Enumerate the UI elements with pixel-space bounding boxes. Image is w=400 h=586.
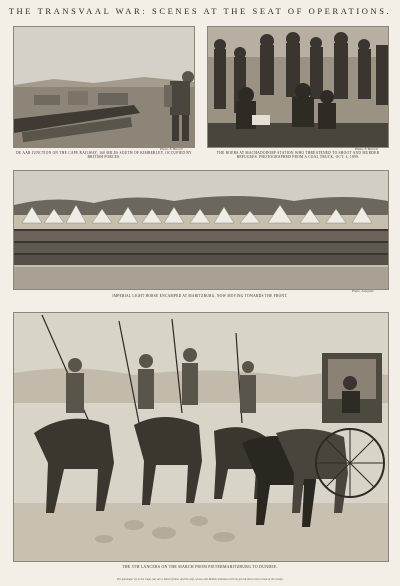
- caption-machadodorp-boers: THE BOERS AT MACHADODORP STATION WHO THREATENED TO SHOOT AND MURDER REFUGEES. PHOTOGRAPHED FROM A COAL TRUCK, OCT. 4, 1899.: [216, 151, 380, 160]
- page-title: THE TRANSVAAL WAR: SCENES AT THE SEAT OF OPERATIONS.: [8, 6, 392, 16]
- caption-de-aar-junction: DE AAR JUNCTION ON THE CAPE RAILWAY, 160 MILES SOUTH OF KIMBERLEY, OCCUPIED BY BRITISH FORCES.: [16, 151, 192, 160]
- boers-scene: [208, 27, 388, 147]
- photo-imperial-light-horse-camp: [13, 170, 389, 290]
- photo-credit: Photo. Lafayette: [352, 289, 374, 293]
- camp-scene: [14, 171, 388, 289]
- caption-imperial-light-horse: IMPERIAL LIGHT HORSE ENCAMPED AT MARITZBURG, NOW MOVING TOWARDS THE FRONT.: [112, 294, 288, 298]
- lancers-scene: [14, 313, 388, 561]
- photo-credit: Photo. F. Hurrell: [160, 147, 183, 151]
- footnote: The passenger by in the Cape cart are a Dutch farmer and his wife, whose anti-British sentiment will not permit them even to look at the troops.: [116, 577, 284, 581]
- caption-5th-lancers: THE 5TH LANCERS ON THE MARCH FROM PIETERMARITZBURG TO DUNDEE.: [122, 565, 278, 569]
- railway-scene: [14, 27, 194, 147]
- illustration-5th-lancers: [13, 312, 389, 562]
- photo-credit: Photo. F. Hurrell: [355, 147, 378, 151]
- photo-de-aar-junction: [13, 26, 195, 148]
- photo-machadodorp-boers: [207, 26, 389, 148]
